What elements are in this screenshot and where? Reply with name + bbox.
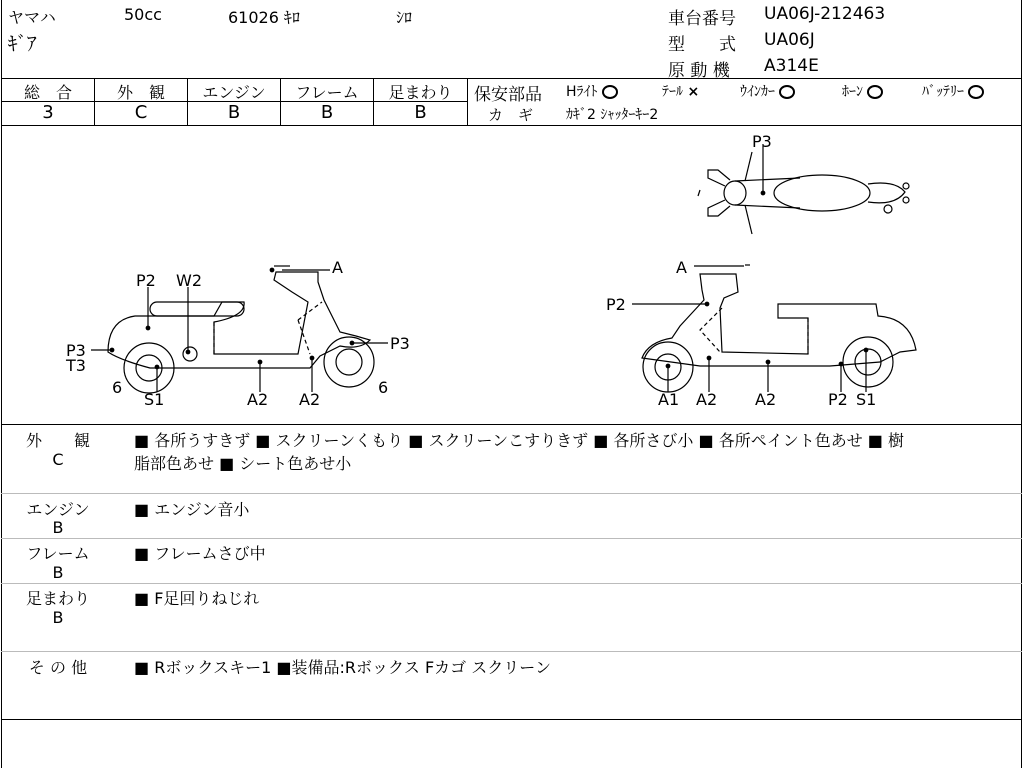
safety-horn <box>842 81 883 101</box>
taillight-ng-mark: × <box>687 84 700 100</box>
battery-label: ﾊﾞｯﾃﾘｰ <box>922 84 964 100</box>
remark-engine-grade: B <box>52 518 64 537</box>
grade-suspension-label: 足まわり <box>388 83 453 102</box>
grade-engine-value: B <box>227 102 241 123</box>
remark-exterior-line-1: ■ 各所うすきず ■ スクリーンくもり ■ スクリーンこすりきず ■ 各所さび小 ■ 各所ペイント色あせ ■ 樹 <box>134 431 905 450</box>
remark-suspension-line-1: ■ F足回りねじれ <box>134 589 260 608</box>
mileage: 61026 ｷﾛ <box>228 8 300 27</box>
remark-exterior-grade: C <box>52 450 64 469</box>
safety-title: 保安部品 <box>474 85 542 105</box>
safety-taillight <box>662 81 699 101</box>
label-right-p2: P2 <box>606 295 626 314</box>
key-value: ｶｷﾞ2 ｼｬｯﾀｰｷｰ2 <box>566 107 659 123</box>
scooter-right-view <box>632 265 916 392</box>
label-left-s1: S1 <box>144 390 165 409</box>
grade-total-label: 総 合 <box>23 83 72 102</box>
label-right-a2-b: A2 <box>755 390 777 409</box>
grade-exterior-value: C <box>134 102 148 123</box>
label-left-p2: P2 <box>136 271 156 290</box>
remark-divider-3 <box>1 583 1022 584</box>
chassis-label: 車台番号 <box>668 9 736 29</box>
label-left-w2: W2 <box>176 271 202 290</box>
label-left-6-front: 6 <box>112 378 123 397</box>
headlight-label: Hﾗｲﾄ <box>566 84 598 100</box>
engine-value: A314E <box>764 56 819 76</box>
remark-other-label: そ の 他 <box>28 658 88 677</box>
label-left-p3-rear: P3 <box>390 334 410 353</box>
remark-engine-line-1: ■ エンジン音小 <box>134 500 250 519</box>
model-name: ｷﾞｱ <box>8 33 37 55</box>
remark-suspension-grade: B <box>52 608 64 627</box>
label-right-a: A <box>676 258 687 277</box>
safety-battery <box>922 81 984 101</box>
remarks-top-line <box>1 424 1022 425</box>
type-value: UA06J <box>764 30 815 50</box>
label-right-a2-a: A2 <box>696 390 718 409</box>
grade-frame-value: B <box>320 102 334 123</box>
safety-winker <box>740 81 795 101</box>
remark-frame-label: フレーム <box>26 544 90 563</box>
label-left-a2-b: A2 <box>299 390 321 409</box>
label-left-a: A <box>332 258 343 277</box>
type-label: 型 式 <box>668 35 736 55</box>
remark-divider-1 <box>1 493 1022 494</box>
grade-engine-label: エンジン <box>202 83 266 102</box>
scooter-top-view <box>698 144 909 234</box>
label-right-s1: S1 <box>856 390 877 409</box>
remark-frame-grade: B <box>52 563 64 582</box>
displacement: 50cc <box>124 5 162 24</box>
remark-exterior-line-2: 脂部色あせ ■ シート色あせ小 <box>134 454 352 473</box>
battery-ok-mark <box>968 85 984 99</box>
label-left-6-rear: 6 <box>378 378 389 397</box>
label-top-p3: P3 <box>752 132 772 151</box>
body-color: ｼﾛ <box>396 8 413 27</box>
headlight-ok-mark <box>602 85 618 99</box>
chassis-value: UA06J-212463 <box>764 4 886 24</box>
label-left-a2-a: A2 <box>247 390 269 409</box>
remark-exterior-label: 外 観 <box>25 431 90 450</box>
grade-divider-5 <box>467 78 468 125</box>
label-right-p2-bottom: P2 <box>828 390 848 409</box>
remark-suspension-label: 足まわり <box>25 589 90 608</box>
label-left-p3-front: P3 <box>66 341 86 360</box>
grade-top-line <box>1 78 1022 79</box>
horn-ok-mark <box>867 85 883 99</box>
grade-total-value: 3 <box>42 102 54 123</box>
remark-frame-line-1: ■ フレームさび中 <box>134 544 266 563</box>
engine-label: 原 動 機 <box>668 61 730 81</box>
winker-label: ｳｲﾝｶｰ <box>740 84 775 100</box>
winker-ok-mark <box>779 85 795 99</box>
maker: ヤマハ <box>8 8 56 27</box>
grade-exterior-label: 外 観 <box>116 83 165 102</box>
remark-engine-label: エンジン <box>26 500 90 519</box>
horn-label: ﾎｰﾝ <box>842 84 863 100</box>
remarks-bottom-line <box>1 719 1022 720</box>
grade-frame-label: フレーム <box>295 83 359 102</box>
safety-headlight <box>566 81 618 101</box>
key-label: カ ギ <box>488 106 534 124</box>
label-left-t3: T3 <box>66 356 86 375</box>
remark-divider-4 <box>1 651 1022 652</box>
label-right-a1: A1 <box>658 390 680 409</box>
grade-suspension-value: B <box>414 102 427 123</box>
remark-other-line-1: ■ Rボックスキー1 ■装備品:Rボックス Fカゴ スクリーン <box>134 658 551 677</box>
remark-divider-2 <box>1 538 1022 539</box>
taillight-label: ﾃｰﾙ <box>662 84 683 100</box>
